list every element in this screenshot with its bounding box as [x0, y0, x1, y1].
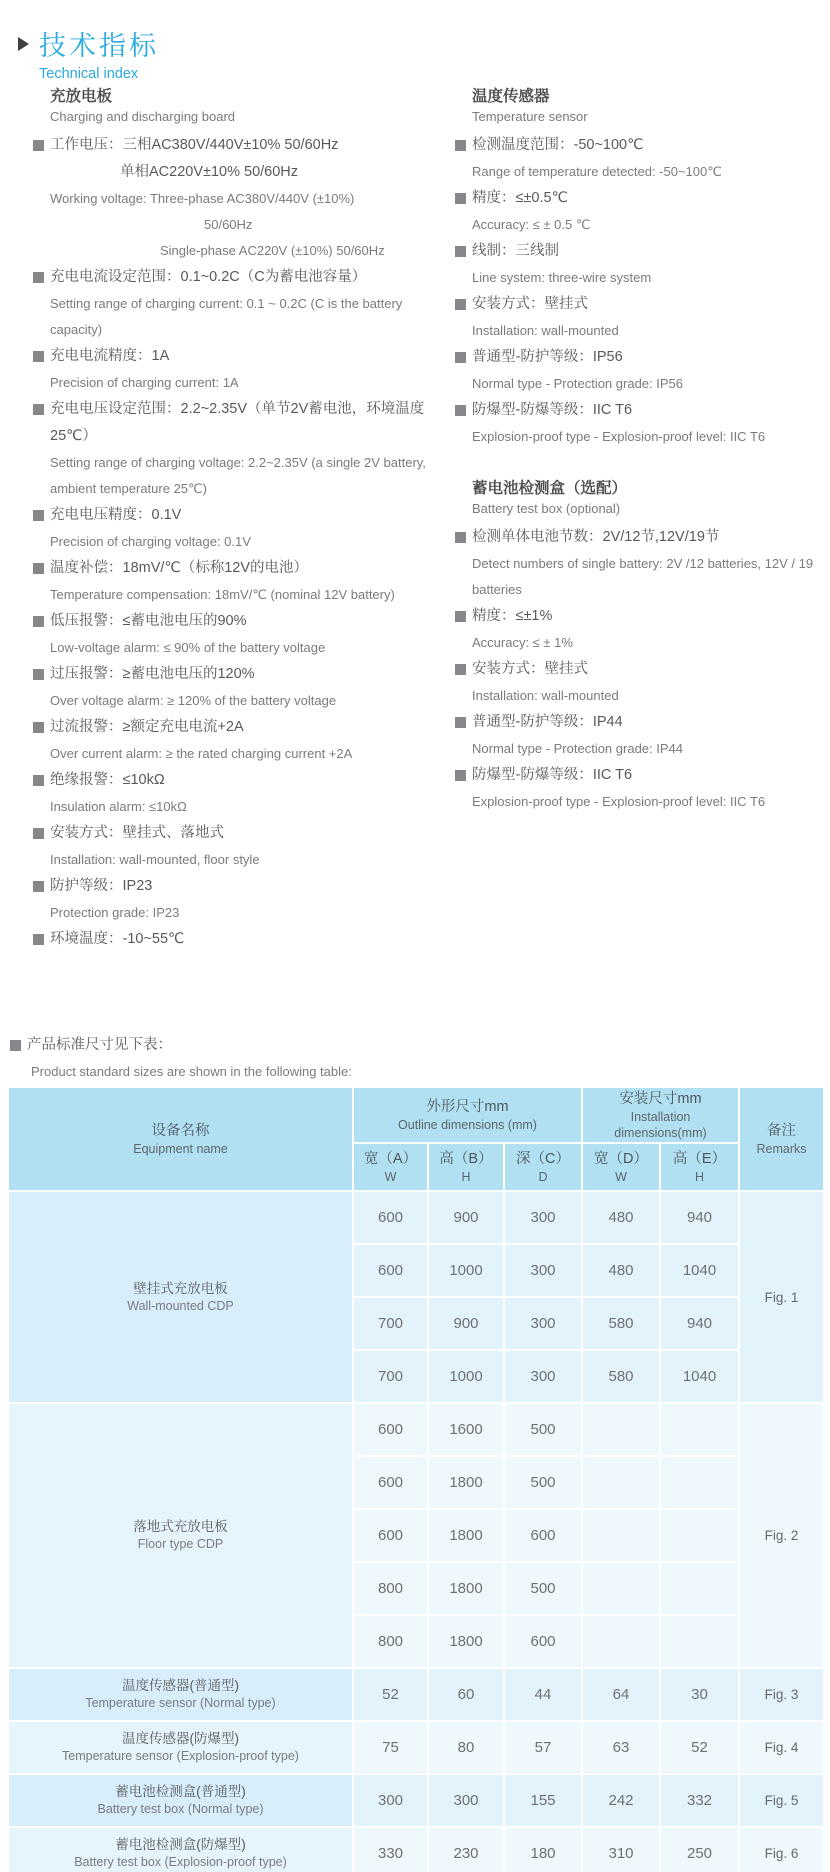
- spec-item: [33, 873, 437, 926]
- dimension-cell: 44: [504, 1668, 582, 1721]
- dimension-cell: 1800: [428, 1456, 504, 1509]
- dimension-cell: 1000: [428, 1350, 504, 1403]
- table-note-cn-line: [10, 1032, 352, 1059]
- square-bullet-icon: [33, 140, 44, 151]
- dimension-cell: 1040: [660, 1244, 739, 1297]
- spec-cn-text: 安装方式：壁挂式、落地式: [50, 825, 224, 841]
- spec-en-line: Installation: wall-mounted: [472, 688, 619, 703]
- spec-en-continuation: 50/60Hz: [204, 217, 253, 232]
- dimension-cell: 940: [660, 1191, 739, 1244]
- spec-item: [33, 926, 437, 953]
- remark-cell: Fig. 4: [739, 1721, 824, 1774]
- remark-cell: Fig. 2: [739, 1403, 824, 1668]
- spec-item: [33, 767, 437, 820]
- spec-en-line: Normal type - Protection grade: IP56: [472, 376, 683, 391]
- page-title-block: [18, 24, 159, 82]
- dimension-cell: 300: [353, 1774, 428, 1827]
- table-row: [8, 1668, 824, 1721]
- equipment-name-en: Battery test box (Explosion-proof type): [74, 1855, 287, 1869]
- dimension-cell: 330: [353, 1827, 428, 1872]
- dimension-cell: 600: [353, 1244, 428, 1297]
- header-install-en: Installation dimensions(mm): [614, 1109, 707, 1140]
- spec-cn-line: [33, 396, 437, 450]
- square-bullet-icon: [455, 140, 466, 151]
- spec-item: [455, 709, 823, 762]
- square-bullet-icon: [10, 1040, 21, 1051]
- equipment-name-en: Temperature sensor (Normal type): [85, 1696, 276, 1710]
- dimension-cell: 480: [582, 1244, 660, 1297]
- spec-cn-continuation: 单相AC220V±10% 50/60Hz: [120, 164, 299, 180]
- spec-en-line: Precision of charging current: 1A: [50, 375, 239, 390]
- dimension-cell: 700: [353, 1350, 428, 1403]
- equipment-name-cell: [8, 1827, 353, 1872]
- header-width-a-cn: 宽（A）: [363, 1150, 418, 1167]
- table-note: [10, 1032, 352, 1085]
- spec-cn-line: [455, 291, 823, 318]
- dimension-cell: 580: [582, 1297, 660, 1350]
- size-table: [7, 1086, 825, 1872]
- dimension-cell: 63: [582, 1721, 660, 1774]
- spec-cn-text: 防护等级：IP23: [50, 878, 153, 894]
- dimension-cell: 30: [660, 1668, 739, 1721]
- equipment-name-cn: 温度传感器(防爆型): [122, 1731, 239, 1746]
- spec-cn-line: [33, 767, 437, 794]
- header-height-e-en: H: [694, 1169, 705, 1184]
- square-bullet-icon: [33, 828, 44, 839]
- equipment-name-en: Wall-mounted CDP: [127, 1298, 234, 1313]
- table-row: [8, 1191, 824, 1244]
- spec-en-line: Setting range of charging voltage: 2.2~2.35V (a single 2V battery, ambient temperature 25℃): [50, 455, 426, 496]
- spec-section: [455, 86, 823, 450]
- spec-item: [33, 343, 437, 396]
- dimension-cell: [660, 1509, 739, 1562]
- spec-en-line: Explosion-proof type - Explosion-proof level: IIC T6: [472, 794, 766, 809]
- page-subtitle: Technical index: [39, 66, 139, 82]
- spec-cn-line: [33, 132, 437, 159]
- equipment-name-cell: [8, 1668, 353, 1721]
- header-outline-dimensions: [353, 1087, 582, 1143]
- dimension-cell: 310: [582, 1827, 660, 1872]
- dimension-cell: 230: [428, 1827, 504, 1872]
- equipment-name-cell: [8, 1191, 353, 1403]
- spec-cn-text: 工作电压：三相AC380V/440V±10% 50/60Hz: [50, 137, 339, 153]
- header-outline-en: Outline dimensions (mm): [398, 1117, 537, 1132]
- spec-en-line: Normal type - Protection grade: IP44: [472, 741, 683, 756]
- equipment-name-cn: 蓄电池检测盒(防爆型): [115, 1837, 246, 1852]
- section-title-cn: 蓄电池检测盒（选配）: [472, 480, 628, 497]
- equipment-name-cell: [8, 1774, 353, 1827]
- spec-cn-line: [33, 873, 437, 900]
- size-table-header: [8, 1087, 824, 1191]
- spec-cn-text: 充电电压设定范围：2.2~2.35V（单节2V蓄电池，环境温度25℃）: [50, 401, 425, 444]
- spec-item: [33, 714, 437, 767]
- equipment-name-en: Floor type CDP: [137, 1537, 224, 1551]
- spec-column-right: [455, 86, 823, 815]
- dimension-cell: [660, 1562, 739, 1615]
- spec-en-line: Detect numbers of single battery: 2V /12 batteries, 12V / 19 batteries: [472, 556, 814, 597]
- square-bullet-icon: [33, 616, 44, 627]
- table-row: [8, 1827, 824, 1872]
- dimension-cell: 800: [353, 1562, 428, 1615]
- spec-en-line: Installation: wall-mounted: [472, 323, 619, 338]
- equipment-name-cn: 壁挂式充放电板: [133, 1280, 228, 1296]
- dimension-cell: 300: [504, 1350, 582, 1403]
- header-equipment-cn: 设备名称: [151, 1122, 210, 1139]
- dimension-cell: 480: [582, 1191, 660, 1244]
- spec-cn-text: 普通型-防护等级：IP44: [472, 714, 623, 730]
- dimension-cell: [582, 1509, 660, 1562]
- spec-cn-text: 防爆型-防爆等级：IIC T6: [472, 402, 633, 418]
- spec-cn-line: [455, 185, 823, 212]
- spec-cn-line: [455, 132, 823, 159]
- spec-cn-text: 低压报警：≤蓄电池电压的90%: [50, 613, 247, 629]
- spec-en-line: Range of temperature detected: -50~100℃: [472, 164, 722, 179]
- dimension-cell: 600: [504, 1509, 582, 1562]
- header-width-a-en: W: [384, 1169, 397, 1184]
- dimension-cell: [660, 1456, 739, 1509]
- spec-item: [33, 264, 437, 343]
- square-bullet-icon: [33, 722, 44, 733]
- square-bullet-icon: [455, 299, 466, 310]
- triangle-marker-icon: [18, 37, 29, 51]
- equipment-name-cn: 落地式充放电板: [133, 1519, 228, 1534]
- equipment-name-cell: [8, 1403, 353, 1668]
- dimension-cell: 700: [353, 1297, 428, 1350]
- square-bullet-icon: [455, 664, 466, 675]
- spec-item: [455, 238, 823, 291]
- dimension-cell: 500: [504, 1456, 582, 1509]
- section-title-en: Battery test box (optional): [472, 501, 621, 516]
- spec-cn-line: [33, 343, 437, 370]
- spec-en-line: Line system: three-wire system: [472, 270, 652, 285]
- spec-item: [33, 132, 437, 264]
- dimension-cell: 75: [353, 1721, 428, 1774]
- square-bullet-icon: [455, 717, 466, 728]
- square-bullet-icon: [33, 934, 44, 945]
- spec-cn-line: [33, 264, 437, 291]
- square-bullet-icon: [455, 770, 466, 781]
- dimension-cell: 250: [660, 1827, 739, 1872]
- spec-cn-line: [455, 524, 823, 551]
- square-bullet-icon: [455, 611, 466, 622]
- square-bullet-icon: [455, 405, 466, 416]
- spec-cn-text: 线制：三线制: [472, 243, 559, 259]
- dimension-cell: 900: [428, 1297, 504, 1350]
- square-bullet-icon: [33, 669, 44, 680]
- dimension-cell: 900: [428, 1191, 504, 1244]
- table-note-cn: 产品标准尺寸见下表：: [27, 1037, 172, 1053]
- square-bullet-icon: [33, 351, 44, 362]
- spec-item: [33, 820, 437, 873]
- dimension-cell: 60: [428, 1668, 504, 1721]
- spec-item: [455, 132, 823, 185]
- header-height-b-en: H: [461, 1169, 471, 1184]
- dimension-cell: 600: [353, 1191, 428, 1244]
- spec-item: [33, 555, 437, 608]
- spec-cn-text: 充电电压精度：0.1V: [50, 507, 182, 523]
- spec-en-line: Accuracy: ≤ ± 1%: [472, 635, 573, 650]
- header-width-d-cn: 宽（D）: [594, 1150, 648, 1167]
- square-bullet-icon: [455, 532, 466, 543]
- spec-section: [455, 478, 823, 815]
- spec-cn-line: [455, 397, 823, 424]
- remark-cell: Fig. 1: [739, 1191, 824, 1403]
- dimension-cell: 300: [428, 1774, 504, 1827]
- section-title-cn: 充放电板: [50, 88, 113, 105]
- dimension-cell: 1040: [660, 1350, 739, 1403]
- spec-cn-text: 精度：≤±1%: [472, 608, 553, 624]
- spec-item: [455, 524, 823, 603]
- spec-cn-line: [33, 608, 437, 635]
- dimension-cell: 300: [504, 1297, 582, 1350]
- spec-item: [455, 656, 823, 709]
- spec-cn-text: 充电电流设定范围：0.1~0.2C（C为蓄电池容量）: [50, 269, 367, 285]
- spec-item: [33, 608, 437, 661]
- dimension-cell: 580: [582, 1350, 660, 1403]
- square-bullet-icon: [33, 563, 44, 574]
- header-depth-c: [504, 1143, 582, 1191]
- header-width-d: [582, 1143, 660, 1191]
- spec-en-line: Setting range of charging current: 0.1 ~ 0.2C (C is the battery capacity): [50, 296, 403, 337]
- spec-item: [455, 603, 823, 656]
- spec-section: [33, 86, 437, 953]
- equipment-name-en: Battery test box (Normal type): [97, 1802, 264, 1816]
- dimension-cell: 300: [504, 1244, 582, 1297]
- spec-cn-line: [455, 238, 823, 265]
- spec-column-left: [33, 86, 437, 953]
- dimension-cell: 600: [353, 1509, 428, 1562]
- dimension-cell: 332: [660, 1774, 739, 1827]
- dimension-cell: 1000: [428, 1244, 504, 1297]
- spec-cn-text: 安装方式：壁挂式: [472, 661, 588, 677]
- header-height-b-cn: 高（B）: [439, 1150, 493, 1167]
- spec-cn-text: 过流报警：≥额定充电电流+2A: [50, 719, 244, 735]
- header-height-e: [660, 1143, 739, 1191]
- spec-cn-text: 精度：≤±0.5℃: [472, 190, 568, 206]
- dimension-cell: 57: [504, 1721, 582, 1774]
- spec-cn-line: [455, 709, 823, 736]
- spec-en-line: Temperature compensation: 18mV/℃ (nominal 12V battery): [50, 587, 395, 602]
- dimension-cell: 600: [353, 1403, 428, 1456]
- spec-item: [455, 397, 823, 450]
- spec-en-line: Over current alarm: ≥ the rated charging current +2A: [50, 746, 353, 761]
- spec-cn-line: [455, 762, 823, 789]
- dimension-cell: [582, 1403, 660, 1456]
- equipment-name-cn: 温度传感器(普通型): [122, 1678, 239, 1693]
- header-installation-dimensions: [582, 1087, 739, 1143]
- spec-cn-line: [455, 603, 823, 630]
- dimension-cell: 1800: [428, 1509, 504, 1562]
- square-bullet-icon: [33, 510, 44, 521]
- equipment-name-cn: 蓄电池检测盒(普通型): [115, 1784, 246, 1799]
- spec-cn-text: 环境温度：-10~55℃: [50, 931, 185, 947]
- header-remarks: [739, 1087, 824, 1191]
- equipment-name-cell: [8, 1721, 353, 1774]
- section-title-cn: 温度传感器: [472, 88, 550, 105]
- dimension-cell: [582, 1562, 660, 1615]
- section-title-en: Charging and discharging board: [50, 109, 236, 124]
- spec-item: [455, 291, 823, 344]
- dimension-cell: 80: [428, 1721, 504, 1774]
- spec-cn-text: 温度补偿：18mV/℃（标称12V的电池）: [50, 560, 308, 576]
- spec-item: [33, 661, 437, 714]
- header-remarks-cn: 备注: [767, 1122, 796, 1139]
- dimension-cell: 500: [504, 1562, 582, 1615]
- dimension-cell: 600: [504, 1615, 582, 1668]
- spec-en-line: Insulation alarm: ≤10kΩ: [50, 799, 187, 814]
- header-install-cn: 安装尺寸mm: [619, 1090, 702, 1107]
- header-equipment-en: Equipment name: [133, 1141, 228, 1156]
- spec-cn-text: 安装方式：壁挂式: [472, 296, 588, 312]
- square-bullet-icon: [455, 246, 466, 257]
- dimension-cell: [660, 1615, 739, 1668]
- spec-item: [33, 502, 437, 555]
- spec-cn-text: 充电电流精度：1A: [50, 348, 170, 364]
- header-remarks-en: Remarks: [756, 1141, 807, 1156]
- square-bullet-icon: [455, 193, 466, 204]
- spec-en-line: Over voltage alarm: ≥ 120% of the battery voltage: [50, 693, 337, 708]
- square-bullet-icon: [455, 352, 466, 363]
- dimension-cell: 940: [660, 1297, 739, 1350]
- square-bullet-icon: [33, 404, 44, 415]
- square-bullet-icon: [33, 775, 44, 786]
- dimension-cell: 1800: [428, 1615, 504, 1668]
- spec-cn-text: 防爆型-防爆等级：IIC T6: [472, 767, 633, 783]
- dimension-cell: 1800: [428, 1562, 504, 1615]
- spec-cn-line: [33, 714, 437, 741]
- spec-en-line: Installation: wall-mounted, floor style: [50, 852, 260, 867]
- dimension-cell: [582, 1615, 660, 1668]
- spec-cn-line: [33, 820, 437, 847]
- dimension-cell: 1600: [428, 1403, 504, 1456]
- header-height-e-cn: 高（E）: [672, 1150, 727, 1167]
- spec-cn-text: 检测温度范围：-50~100℃: [472, 137, 644, 153]
- spec-en-line: Accuracy: ≤ ± 0.5 ℃: [472, 217, 591, 232]
- section-title-en: Temperature sensor: [472, 109, 588, 124]
- size-table-body: [8, 1191, 824, 1872]
- spec-item: [455, 762, 823, 815]
- header-equipment-name: [8, 1087, 353, 1191]
- dimension-cell: [660, 1403, 739, 1456]
- dimension-cell: 52: [353, 1668, 428, 1721]
- spec-item: [455, 185, 823, 238]
- remark-cell: Fig. 6: [739, 1827, 824, 1872]
- equipment-name-en: Temperature sensor (Explosion-proof type): [62, 1749, 299, 1763]
- square-bullet-icon: [33, 881, 44, 892]
- spec-cn-line: [33, 555, 437, 582]
- spec-cn-text: 绝缘报警：≤10kΩ: [50, 772, 165, 788]
- spec-cn-text: 过压报警：≥蓄电池电压的120%: [50, 666, 255, 682]
- spec-en-line: Protection grade: IP23: [50, 905, 180, 920]
- remark-cell: Fig. 3: [739, 1668, 824, 1721]
- spec-en-line: Explosion-proof type - Explosion-proof level: IIC T6: [472, 429, 766, 444]
- spec-en-line: Precision of charging voltage: 0.1V: [50, 534, 251, 549]
- spec-cn-line: [33, 502, 437, 529]
- spec-cn-line: [33, 926, 437, 953]
- spec-cn-line: [33, 661, 437, 688]
- spec-en-line: Low-voltage alarm: ≤ 90% of the battery voltage: [50, 640, 326, 655]
- dimension-cell: 52: [660, 1721, 739, 1774]
- table-row: [8, 1774, 824, 1827]
- dimension-cell: 500: [504, 1403, 582, 1456]
- dimension-cell: 242: [582, 1774, 660, 1827]
- header-depth-c-cn: 深（C）: [516, 1150, 570, 1167]
- header-width-a: [353, 1143, 428, 1191]
- dimension-cell: 300: [504, 1191, 582, 1244]
- table-note-en: Product standard sizes are shown in the following table:: [31, 1064, 352, 1079]
- table-row: [8, 1403, 824, 1456]
- header-width-d-en: W: [615, 1169, 627, 1184]
- dimension-cell: 600: [353, 1456, 428, 1509]
- remark-cell: Fig. 5: [739, 1774, 824, 1827]
- spec-item: [33, 396, 437, 502]
- title-row: [18, 24, 159, 63]
- spec-cn-line: [455, 656, 823, 683]
- spec-en-line: Working voltage: Three-phase AC380V/440V (±10%): [50, 191, 355, 206]
- dimension-cell: 800: [353, 1615, 428, 1668]
- dimension-cell: [582, 1456, 660, 1509]
- header-depth-c-en: D: [538, 1169, 548, 1184]
- spec-cn-text: 检测单体电池节数：2V/12节,12V/19节: [472, 529, 720, 545]
- spec-en-continuation: Single-phase AC220V (±10%) 50/60Hz: [160, 243, 385, 258]
- dimension-cell: 155: [504, 1774, 582, 1827]
- spec-cn-text: 普通型-防护等级：IP56: [472, 349, 623, 365]
- header-height-b: [428, 1143, 504, 1191]
- spec-cn-line: [455, 344, 823, 371]
- square-bullet-icon: [33, 272, 44, 283]
- spec-item: [455, 344, 823, 397]
- header-outline-cn: 外形尺寸mm: [426, 1098, 509, 1115]
- dimension-cell: 64: [582, 1668, 660, 1721]
- dimension-cell: 180: [504, 1827, 582, 1872]
- page-title: 技术指标: [39, 31, 159, 61]
- table-row: [8, 1721, 824, 1774]
